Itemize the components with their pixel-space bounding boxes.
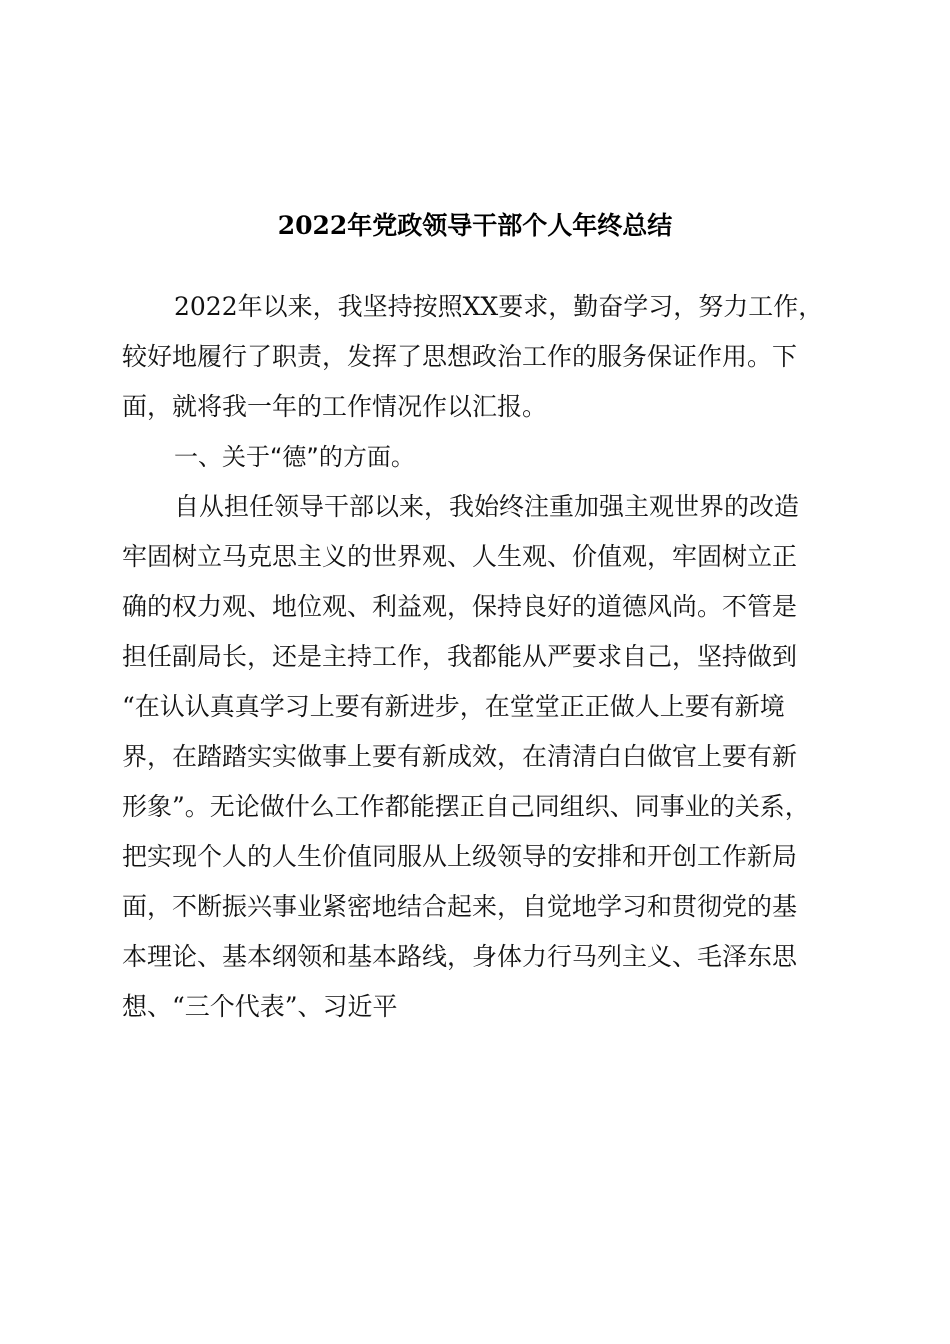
document-title: 2022年党政领导干部个人年终总结 [277,211,673,240]
document-body [122,282,834,1032]
section-line: 本理论、基本纲领和基本路线，身体力行马列主义、毛泽东思 [122,942,798,971]
section-line: “在认认真真学习上要有新进步，在堂堂正正做人上要有新境 [122,692,785,721]
section-line: 担任副局长，还是主持工作，我都能从严要求自己，坚持做到 [122,642,798,671]
section-line: 想、“三个代表”、习近平 [122,992,398,1021]
section-line: 形象”。无论做什么工作都能摆正自己同组织、同事业的关系， [122,792,810,821]
intro-paragraph [122,282,834,432]
section-line: 确的权力观、地位观、利益观，保持良好的道德风尚。不管是 [122,592,798,621]
section-paragraph [122,482,834,1032]
intro-line: 较好地履行了职责，发挥了思想政治工作的服务保证作用。下 [122,342,798,371]
intro-line: 2022年以来，我坚持按照XX要求，勤奋学习，努力工作， [174,292,824,321]
section-line: 牢固树立马克思主义的世界观、人生观、价值观，牢固树立正 [122,542,798,571]
section-line: 面，不断振兴事业紧密地结合起来，自觉地学习和贯彻党的基 [122,892,798,921]
section-line: 界，在踏踏实实做事上要有新成效，在清清白白做官上要有新 [122,742,798,771]
intro-line: 面，就将我一年的工作情况作以汇报。 [122,392,548,421]
section-line: 自从担任领导干部以来，我始终注重加强主观世界的改造 [174,492,800,521]
section-line: 把实现个人的人生价值同服从上级领导的安排和开创工作新局 [122,842,798,871]
section-heading: 一、关于“德”的方面。 [174,443,415,471]
